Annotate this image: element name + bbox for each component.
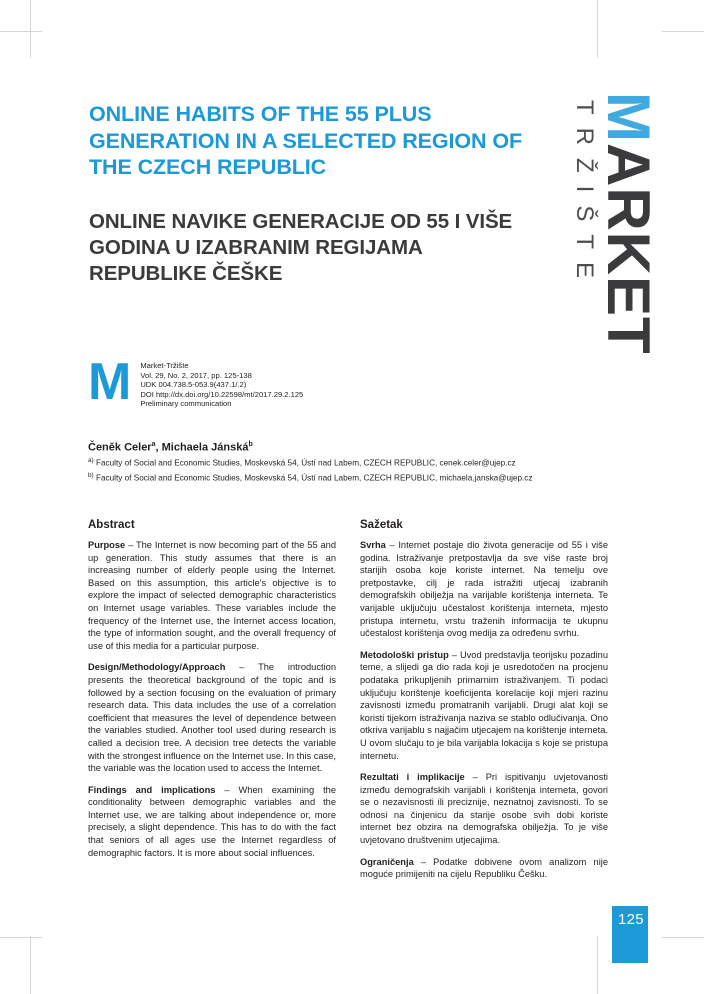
affiliation-marker-a: a) — [88, 456, 94, 464]
journal-logo-trziste-wordmark: TRŽIŠTE — [571, 100, 598, 291]
author-affiliation-a — [88, 455, 608, 470]
paragraph-lead-label: Purpose — [88, 540, 126, 550]
abstract-heading-croatian: Sažetak — [360, 519, 403, 531]
abstract-paragraph — [88, 539, 336, 652]
paragraph-lead-label: Design/Methodology/Approach — [88, 662, 226, 673]
abstract-paragraph — [88, 784, 336, 860]
article-title-english: ONLINE HABITS OF THE 55 PLUS GENERATION IN A SELECTED REGION OF THE CZECH REPUBLIC — [89, 102, 522, 179]
paragraph-body: – The Internet is now becoming part of the 55 and up generation. This study assumes that there is an increasing number of elderly people using the Internet. Based on this assumption, this article's objective is to explore the impact of selected demographic characteristics on Internet usage variables. These variables include the frequency of the Internet use, the Internet access location, the type of information sought, and the overall frequency of use of this media for a particular purpose. — [88, 540, 336, 651]
paragraph-lead-label: Rezultati i implikacije — [360, 772, 465, 783]
author-names: Čeněk Celer$^a$, Michaela Jánská$^b$ — [88, 441, 253, 454]
journal-logo-market-rest: ARKET — [595, 142, 662, 355]
abstract-paragraph — [88, 661, 336, 774]
journal-logo — [548, 80, 668, 355]
journal-m-mark: M — [88, 353, 131, 411]
metadata-volume-issue: Vol. 29, No. 2, 2017, pp. 125-138 — [140, 370, 252, 380]
affiliation-text-a: Faculty of Social and Economic Studies, Moskevská 54, Ústí nad Labem, CZECH REPUBLIC, cenek.celer@ujep.cz — [95, 458, 516, 468]
authors-block — [88, 438, 608, 485]
metadata-udk: UDK 004.738.5-053.9(437.1/.2) — [140, 380, 247, 390]
article-title-croatian: ONLINE NAVIKE GENERACIJE OD 55 I VIŠE GODINA U IZABRANIM REGIJAMA REPUBLIKE ČEŠKE — [89, 209, 513, 285]
metadata-article-type: Preliminary communication — [140, 399, 232, 409]
abstract-column-english — [88, 518, 336, 890]
paragraph-lead-label: Findings and implications — [88, 784, 216, 795]
abstract-paragraph — [360, 649, 608, 762]
journal-logo-m-letter: M — [595, 92, 662, 143]
metadata-journal-name: Market-Tržište — [140, 361, 189, 370]
paragraph-body: – The introduction presents the theoretical background of the topic and is followed by a section focusing on the evaluation of primary research data. This data includes the use of a correlation coefficient that measures the level of dependence between the variables studied. Another tool used during research is called a decision tree. A decision tree detects the variable with the strongest influence on the Internet use. In this case, the variable was the location used to access the Internet. — [88, 662, 336, 774]
abstract-columns — [88, 518, 608, 890]
paragraph-lead-label: Svrha — [360, 540, 386, 550]
journal-logo-market-wordmark — [595, 92, 662, 355]
abstract-paragraph — [360, 856, 608, 881]
abstract-heading-english: Abstract — [88, 519, 135, 531]
paragraph-body: – Uvod predstavlja teorijsku pozadinu teme, a slijedi ga dio rada koji je usredotočen na procjenu podataka prikupljenih primarnim istraživanjem. Ti podaci uključuju korištenje koeficijenta korelacije koji mjeri razinu zavisnosti između promatranih varijabli. Drugi alat koji se koristi tijekom istraživanja naziva se stablo odlučivanja. Ono otkriva varijablu s najjačim utjecajem na korištenje interneta. U ovom slučaju to je bila varijabla lokacija s koje se pristupa internetu. — [360, 649, 608, 761]
page-number-badge: 125 — [612, 906, 648, 963]
paragraph-lead-label: Ograničenja — [360, 856, 414, 867]
journal-metadata-lines — [140, 357, 303, 409]
affiliation-marker-b: b) — [88, 471, 94, 479]
abstract-paragraph — [360, 771, 608, 847]
affiliation-text-b: Faculty of Social and Economic Studies, Moskevská 54, Ústí nad Labem, CZECH REPUBLIC, michaela.janska@ujep.cz — [95, 473, 533, 483]
abstract-paragraph — [360, 539, 608, 640]
journal-metadata-block — [88, 353, 304, 411]
paragraph-body: – Internet postaje dio života generacije od 55 i više godina. Istraživanje pretpostavlja da sve više raste broj starijih osoba koje koriste internet. Na temelju ove pretpostavke, cilj je rada istražiti utjecaj izabranih demografskih obilježja na varijable korištenja interneta. Te varijable uključuju učestalost korištenja interneta, mjesto pristupa internetu, vrstu traženih informacija te ukupnu učestalost korištenja ovog medija za određenu svrhu. — [360, 540, 608, 639]
paragraph-body: – Pri ispitivanju uvjetovanosti između demografskih varijabli i korištenja interneta, govori se o nezavisnosti ili preciznije, neznatnoj zavisnosti. To se odnosi na činjenicu da starije osobe svih dobi koriste internet bez obzira na demografska obilježja. To je više uvjetovano društvenim utjecajima. — [360, 772, 608, 846]
article-title-block — [89, 101, 541, 287]
paragraph-lead-label: Metodološki pristup — [360, 649, 449, 660]
abstract-column-croatian — [360, 518, 608, 890]
author-affiliation-b — [88, 470, 608, 485]
metadata-doi: DOI http://dx.doi.org/10.22598/mt/2017.29.2.125 — [140, 389, 304, 399]
paragraph-body: – When examining the conditionality between demographic variables and the Internet use, we are talking about independence or, more precisely, a slight dependence. This has to do with the fact that seniors of all ages use the Internet regardless of demographic factors. It is more about social influences. — [88, 784, 337, 858]
paragraph-body: – Podatke dobivene ovom analizom nije moguće primijeniti na cijelu Republiku Češku. — [360, 856, 608, 880]
